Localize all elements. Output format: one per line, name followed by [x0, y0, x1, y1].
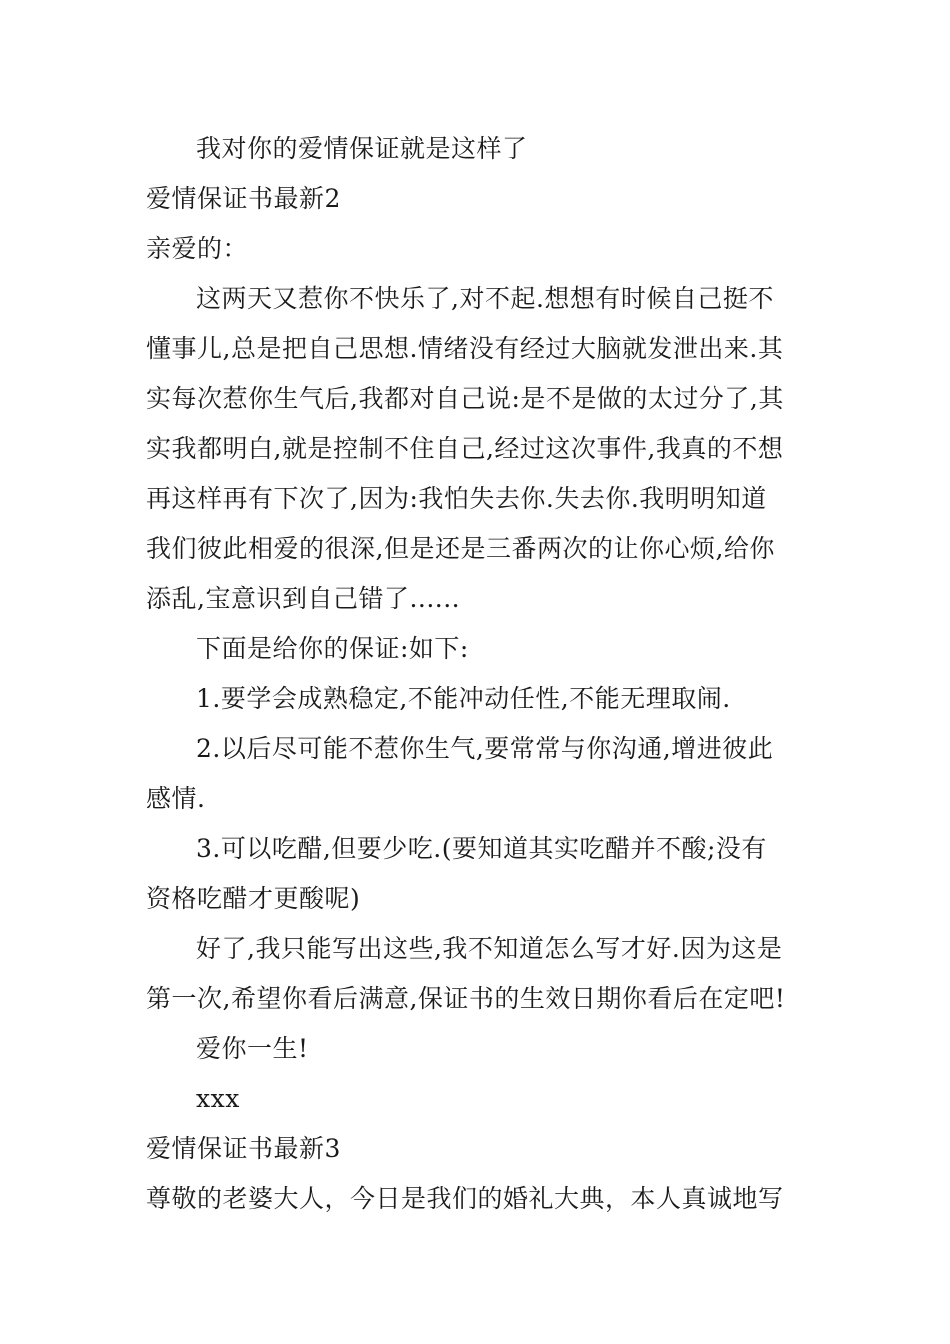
paragraph-line: 尊敬的老婆大人，今日是我们的婚礼大典，本人真诚地写: [146, 1184, 784, 1213]
closing-line: 我对你的爱情保证就是这样了: [196, 134, 528, 163]
paragraph-line: 懂事儿,总是把自己思想.情绪没有经过大脑就发泄出来.其: [146, 334, 784, 363]
paragraph-line: 添乱,宝意识到自己错了......: [146, 584, 461, 613]
promise-item-3-cont: 资格吃醋才更酸呢): [146, 884, 361, 913]
paragraph-line: 再这样再有下次了,因为:我怕失去你.失去你.我明明知道: [146, 484, 767, 513]
paragraph-line: 实每次惹你生气后,我都对自己说:是不是做的太过分了,其: [146, 384, 784, 413]
promise-item-2: 2.以后尽可能不惹你生气,要常常与你沟通,增进彼此: [196, 734, 774, 763]
promise-intro: 下面是给你的保证:如下:: [196, 634, 469, 663]
promise-item-2-cont: 感情.: [146, 784, 206, 813]
promise-item-3: 3.可以吃醋,但要少吃.(要知道其实吃醋并不酸;没有: [196, 834, 767, 863]
sign-off: 爱你一生!: [196, 1034, 309, 1063]
paragraph-line: 实我都明白,就是控制不住自己,经过这次事件,我真的不想: [146, 434, 784, 463]
signature: xxx: [196, 1084, 240, 1113]
paragraph-line: 第一次,希望你看后满意,保证书的生效日期你看后在定吧!: [146, 984, 786, 1013]
section-heading-3: 爱情保证书最新3: [146, 1134, 341, 1163]
salutation: 亲爱的：: [146, 234, 249, 263]
promise-item-1: 1.要学会成熟稳定,不能冲动任性,不能无理取闹.: [196, 684, 731, 713]
section-heading-2: 爱情保证书最新2: [146, 184, 341, 213]
paragraph-line: 好了,我只能写出这些,我不知道怎么写才好.因为这是: [196, 934, 783, 963]
paragraph-line: 我们彼此相爱的很深,但是还是三番两次的让你心烦,给你: [146, 534, 775, 563]
paragraph-line: 这两天又惹你不快乐了,对不起.想想有时候自己挺不: [196, 284, 774, 313]
